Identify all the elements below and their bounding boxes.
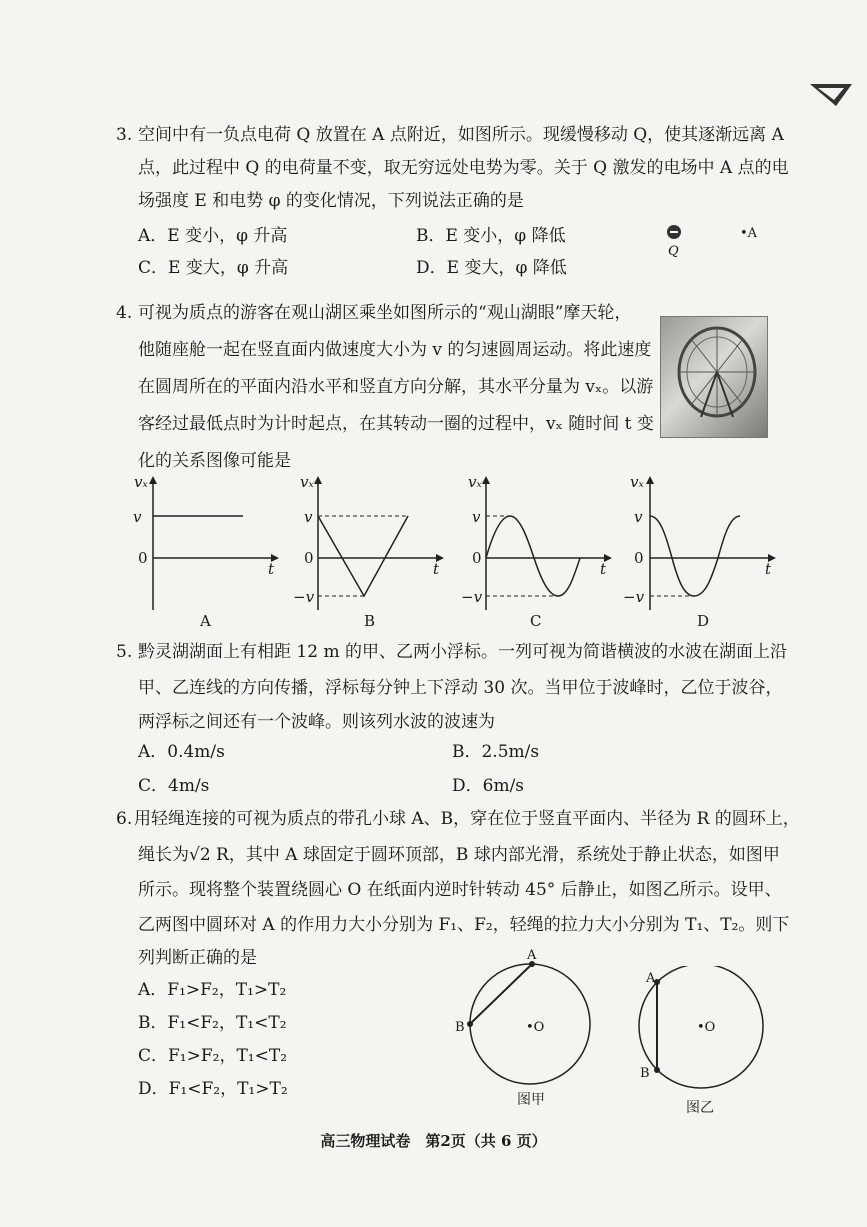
tick-v: v	[304, 508, 313, 526]
q6-text-line: 所示。现将整个装置绕圆心 O 在纸面内逆时针转动 45° 后静止，如图乙所示。设甲、	[138, 880, 782, 900]
graph-a	[125, 470, 280, 620]
q3-text-line: 场强度 E 和电势 φ 的变化情况，下列说法正确的是	[138, 191, 524, 211]
q4-text-line: 在圆周所在的平面内沿水平和竖直方向分解，其水平分量为 vₓ。以游	[138, 377, 654, 397]
q6-option: D．F₁<F₂，T₁>T₂	[138, 1079, 288, 1099]
q6-option: A．F₁>F₂，T₁>T₂	[138, 980, 287, 1000]
q6-option: B．F₁<F₂，T₁<T₂	[138, 1013, 287, 1033]
axis-x-label: t	[765, 560, 772, 578]
q6-option: C．F₁>F₂，T₁<T₂	[138, 1046, 288, 1066]
graph-d	[622, 470, 782, 620]
axis-x-label: t	[600, 560, 607, 578]
q3-option: A．E 变小，φ 升高	[138, 226, 288, 246]
tick-negative: −v	[461, 588, 483, 606]
q3-option: D．E 变大，φ 降低	[416, 258, 567, 278]
q5-text-line: 甲、乙连线的方向传播，浮标每分钟上下浮动 30 次。当甲位于波峰时，乙位于波谷，	[138, 678, 783, 698]
charge-label: Q	[668, 244, 679, 259]
tick-zero: 0	[304, 549, 314, 567]
q5-option: B．2.5m/s	[452, 742, 540, 762]
q4-number: 4.	[116, 303, 133, 323]
graph-label-d: D	[697, 612, 710, 630]
tick-v: v	[133, 508, 142, 526]
q5-text-line: 两浮标之间还有一个波峰。则该列水波的波速为	[138, 712, 495, 732]
q4-text-line: 化的关系图像可能是	[138, 451, 291, 471]
q6-text-line: 列判断正确的是	[138, 948, 257, 968]
q4-text-line: 可视为质点的游客在观山湖区乘坐如图所示的“观山湖眼”摩天轮，	[138, 303, 632, 323]
q6-number: 6.	[116, 809, 133, 829]
q5-text-line: 黔灵湖湖面上有相距 12 m 的甲、乙两小浮标。一列可视为简谐横波的水波在湖面上沿	[138, 642, 787, 662]
ferris-wheel-photo	[660, 316, 768, 438]
q3-number: 3.	[116, 125, 133, 145]
fig-jia-a-label: A	[527, 948, 537, 963]
q3-option: C．E 变大，φ 升高	[138, 258, 289, 278]
tick-zero: 0	[472, 549, 482, 567]
fig-jia-caption: 图甲	[517, 1092, 545, 1108]
tick-negative: −v	[293, 588, 315, 606]
fig-jia-b-label: B	[455, 1020, 465, 1035]
axis-y-label: vₓ	[468, 473, 482, 491]
q6-text-line: 乙两图中圆环对 A 的作用力大小分别为 F₁、F₂，轻绳的拉力大小分别为 T₁、T₂。则下	[138, 915, 790, 935]
tick-v: v	[472, 508, 481, 526]
q6-text-line: 用轻绳连接的可视为质点的带孔小球 A、B，穿在位于竖直平面内、半径为 R 的圆环上，	[134, 809, 800, 829]
page-footer: 高三物理试卷 第2页（共 6 页）	[320, 1132, 547, 1150]
axis-x-label: t	[433, 560, 440, 578]
graph-label-a: A	[200, 612, 211, 630]
q4-text-line: 他随座舱一起在竖直面内做速度大小为 v 的匀速圆周运动。将此速度	[138, 340, 652, 360]
axis-x-label: t	[268, 560, 275, 578]
q5-option: A．0.4m/s	[138, 742, 225, 762]
q3-text-line: 空间中有一负点电荷 Q 放置在 A 点附近，如图所示。现缓慢移动 Q，使其逐渐远离 A	[138, 125, 784, 145]
axis-y-label: vₓ	[630, 473, 644, 491]
fig-yi-a-label: A	[646, 971, 656, 986]
graph-label-c: C	[530, 612, 542, 630]
fig-yi-o-label: •O	[697, 1020, 716, 1035]
graph-label-b: B	[364, 612, 376, 630]
q5-number: 5.	[116, 642, 133, 662]
tick-v: v	[634, 508, 643, 526]
fig-yi-b-label: B	[640, 1066, 650, 1081]
tick-zero: 0	[138, 549, 148, 567]
q5-option: D．6m/s	[452, 776, 525, 796]
fig-jia-o-label: •O	[526, 1020, 545, 1035]
tick-zero: 0	[634, 549, 644, 567]
q5-option: C．4m/s	[138, 776, 210, 796]
axis-y-label: vₓ	[300, 473, 314, 491]
point-a-label: •A	[740, 226, 758, 241]
q3-option: B．E 变小，φ 降低	[416, 226, 566, 246]
negative-charge-icon	[664, 222, 684, 242]
q3-text-line: 点，此过程中 Q 的电荷量不变，取无穷远处电势为零。关于 Q 激发的电场中 A 点的电	[138, 158, 789, 178]
q6-text-line: 绳长为√2 R，其中 A 球固定于圆环顶部，B 球内部光滑，系统处于静止状态，如图甲	[138, 845, 780, 865]
axis-y-label: vₓ	[134, 473, 148, 491]
corner-mark-icon	[808, 80, 854, 110]
fig-yi-caption: 图乙	[686, 1100, 714, 1116]
q4-text-line: 客经过最低点时为计时起点，在其转动一圈的过程中，vₓ 随时间 t 变	[138, 414, 654, 434]
tick-negative: −v	[623, 588, 645, 606]
